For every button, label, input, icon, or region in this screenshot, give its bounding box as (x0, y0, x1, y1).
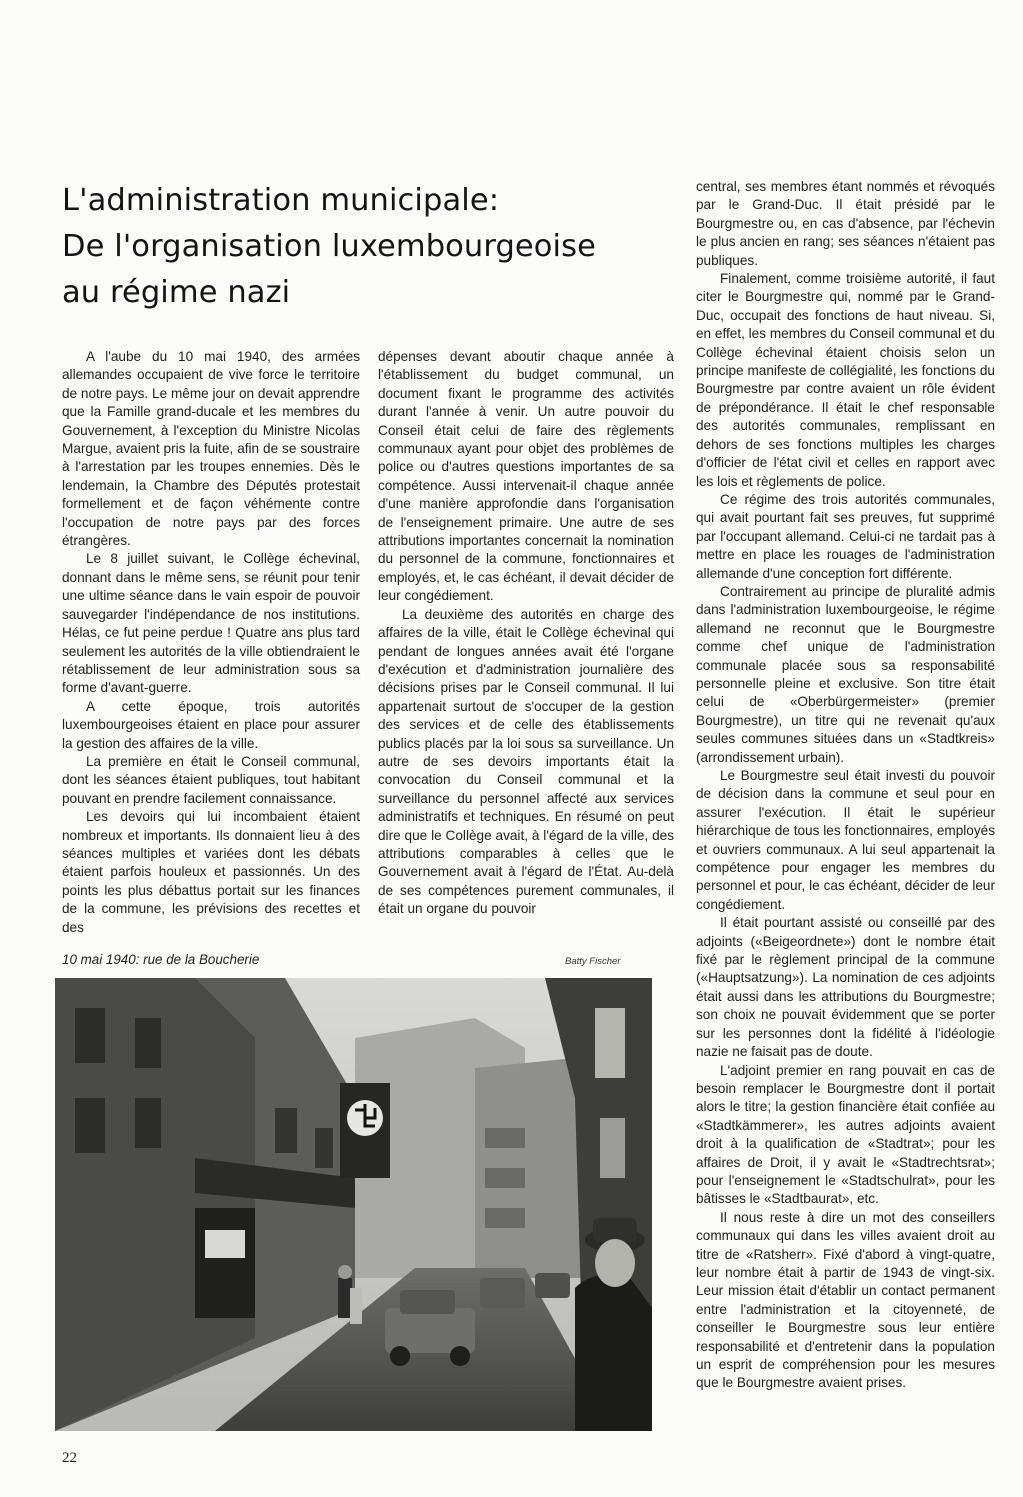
title-line-3: au régime nazi (62, 275, 291, 310)
photo-credit: Batty Fischer (565, 956, 621, 967)
paragraph: Le 8 juillet suivant, le Collège échevinal, donnant dans le même sens, se réunit pour tenir une ultime séance dans le vain espoir de pouvoir sauvegarder l'indépendance de nos institutions. Hélas, ce fut peine perdue ! Quatre ans plus tard seulement les autorités de la ville obtiendraient le rétablissement de leur administration sous sa forme d'avant-guerre. (62, 551, 360, 696)
paragraph: Le Bourgmestre seul était investi du pouvoir de décision dans la commune et seul pour en assurer l'exécution. Il était le supérieur hiérarchique de tous les fonctionnaires, employés et ouvriers communaux. A lui seul appartenait la compétence pour engager les membres du personnel et pour, le cas échéant, décider de leur congédiement. (696, 768, 995, 912)
paragraph: dépenses devant aboutir chaque année à l'établissement du budget communal, un document fixant le programme des activités durant l'année à venir. Un autre pouvoir du Conseil était celui de faire des règlements communaux ayant pour objet des problèmes de police ou d'autres questions importantes de sa compétence. Aussi intervenait-il chaque année d'une manière approfondie dans l'organisation de l'enseignement primaire. Une autre de ses attributions importantes concernait la nomination du personnel de la commune, fonctionnaires et employés, et, le cas échéant, il devait décider de leur congédiement. (378, 349, 674, 604)
paragraph: Les devoirs qui lui incombaient étaient nombreux et importants. Ils donnaient lieu à des séances multiples et variées dont les débats étaient parfois houleux et passionnés. Un des points les plus débattus portait sur les finances de la commune, les prévisions des recettes et des (62, 809, 360, 935)
paragraph: central, ses membres étant nommés et révoqués par le Grand-Duc. Il était présidé par le Bourgmestre ou, en cas d'absence, par l'échevin le plus ancien en rang; ses séances n'étaient pas publiques. (696, 179, 995, 268)
photo-caption: 10 mai 1940: rue de la Boucherie (62, 952, 260, 967)
paragraph: La deuxième des autorités en charge des affaires de la ville, était le Collège échevinal qui pendant de longues années avait été l'organe d'exécution et d'administration journalière des décisions prises par le Conseil communal. Il lui appartenait surtout de s'occuper de la gestion des services et de celle des établissements publics placés par la loi sous sa surveillance. Un autre de ses devoirs importants était la convocation du Conseil communal et la surveillance du personnel affecté aux services administratifs et techniques. En résumé on peut dire que le Collège avait, à l'égard de la ville, des attributions comparables à celles que le Gouvernement avait à l'égard de l'État. Au-delà de ses compétences purement communales, il était un organe du pouvoir (378, 606, 674, 917)
street-photo-graphic (55, 978, 652, 1431)
paragraph: A l'aube du 10 mai 1940, des armées allemandes occupaient de vive force le territoire de notre pays. Le même jour on devait apprendre que la Famille grand-ducale et les membres du Gouvernement, à l'exception du Ministre Nicolas Margue, avaient pris la fuite, afin de se soustraire à l'arrestation par les troupes ennemies. Dès le lendemain, la Chambre des Députés protestait formellement et de façon véhémente contre l'occupation de notre pays par des forces étrangères. (62, 349, 360, 549)
paragraph: Finalement, comme troisième autorité, il faut citer le Bourgmestre qui, nommé par le Grand-Duc, occupait des fonctions de haut niveau. Si, en effet, les membres du Conseil communal et du Collège échevinal étaient choisis selon un principe manifeste de collégialité, les fonctions du Bourgmestre par contre avaient un rôle évident de prépondérance. Il était le chef responsable des autorités communales, remplissant en dehors de ses fonctions multiples les charges d'officier de l'état civil et celles en rapport avec les lois et règlements de police. (696, 271, 995, 489)
paragraph: A cette époque, trois autorités luxembourgeoises étaient en place pour assurer la gestion des affaires de la ville. (62, 698, 360, 751)
text-column-1 (62, 348, 360, 937)
title-line-2: De l'organisation luxembourgeoise (62, 229, 596, 264)
paragraph: La première en était le Conseil communal, dont les séances étaient publiques, tout habitant pouvant en prendre facilement connaissance. (62, 753, 360, 806)
paragraph: Ce régime des trois autorités communales, qui avait pourtant fait ses preuves, fut supprimé par l'occupant allemand. Celui-ci ne tardait pas à mettre en place les rouages de l'administration allemande d'une conception fort différente. (696, 491, 995, 581)
article-title (62, 178, 662, 316)
title-line-1: L'administration municipale: (62, 183, 500, 218)
street-photo (55, 978, 652, 1431)
paragraph: Contrairement au principe de pluralité admis dans l'administration luxembourgeoise, le régime allemand ne reconnut que le Bourgmestre comme chef unique de l'administration communale placée sous sa responsabilité personnelle pleine et exclusive. Son titre était celui de «Oberbürgermeister» (premier Bourgmestre), un titre qui ne revenait qu'aux seules communes situées dans un «Stadtkreis» (arrondissement urbain). (696, 583, 995, 765)
paragraph: Il nous reste à dire un mot des conseillers communaux qui dans les villes avaient droit au titre de «Ratsherr». Fixé d'abord à vingt-quatre, leur nombre était à partir de 1943 de vingt-six. Leur mission était d'établir un contact permanent entre l'administration et la citoyenneté, de conseiller le Bourgmestre sous leur entière responsabilité et d'entretenir dans la population un esprit de compréhension pour les mesures que le Bourgmestre avaient prises. (696, 1209, 995, 1391)
paragraph: L'adjoint premier en rang pouvait en cas de besoin remplacer le Bourgmestre dont il portait alors le titre; la gestion financière était confiée au «Stadtkämmerer», les autres adjoints avaient droit à la qualification de «Stadtrat»; pour les affaires de Droit, il y avait le «Stadtrechtsrat»; pour l'enseignement le «Stadtschulrat», pour les bâtisses le «Stadtbaurat», etc. (696, 1062, 995, 1207)
paragraph: Il était pourtant assisté ou conseillé par des adjoints («Beigeordnete») dont le nombre était fixé par le règlement principal de la commune («Hauptsatzung»). La nomination de ces adjoints était aussi dans les attributions du Bourgmestre; son choix ne pouvait évidemment que se porter sur les personnes dont la fidélité à l'idéologie nazie ne faisait pas de doute. (696, 915, 995, 1060)
page-number: 22 (62, 1450, 77, 1466)
text-column-2 (378, 348, 674, 919)
text-column-3 (696, 178, 995, 1393)
